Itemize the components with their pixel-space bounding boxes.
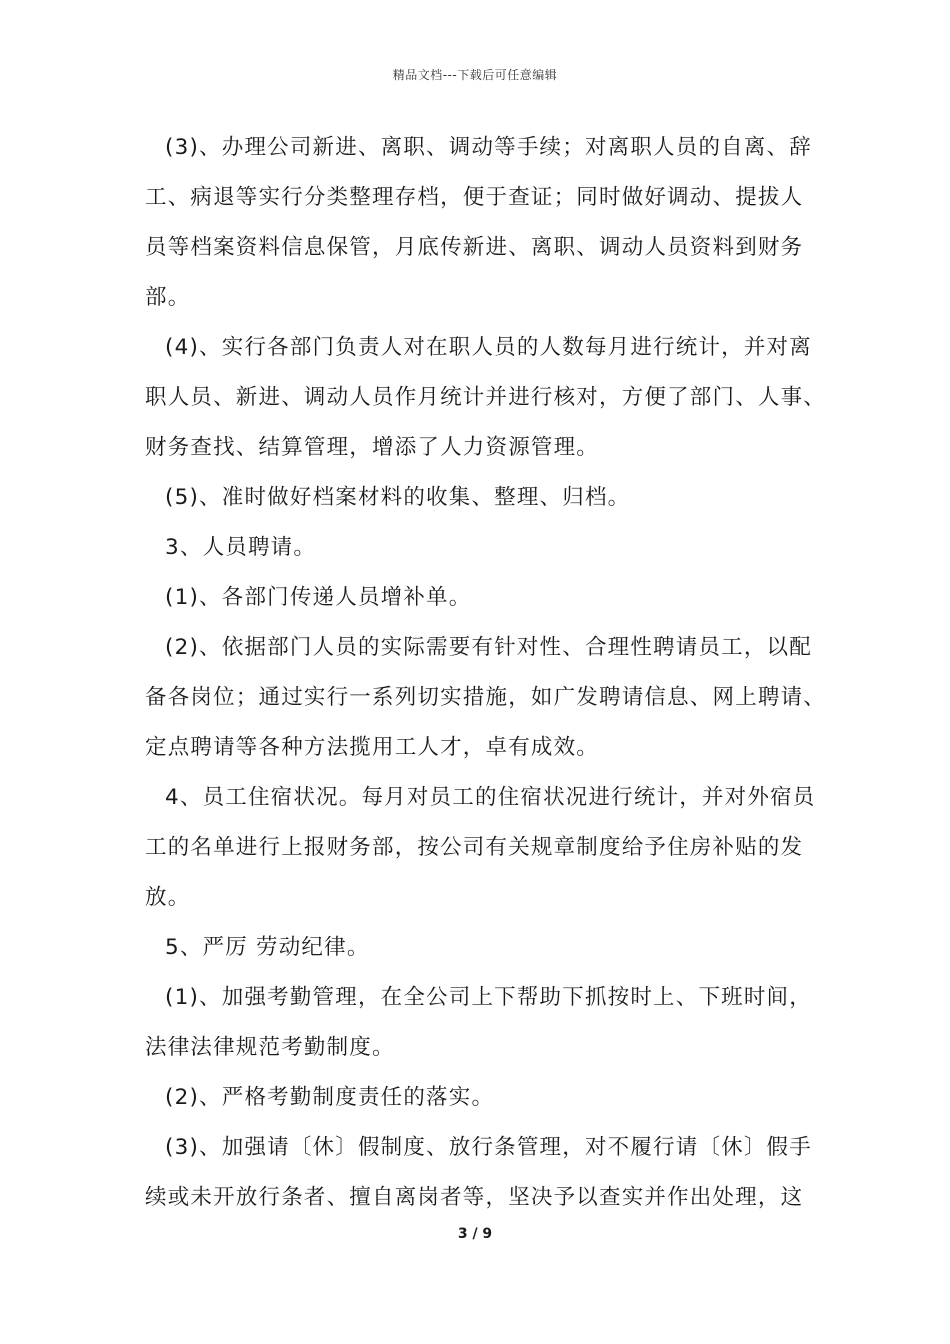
paragraph-line: 工、病退等实行分类整理存档，便于查证；同时做好调动、提拔人 [145,185,804,210]
paragraph-line: (3)、办理公司新进、离职、调动等手续；对离职人员的自离、辞 [165,135,812,160]
paragraph-line: 续或未开放行条者、擅自离岗者等，坚决予以查实并作出处理，这 [145,1185,804,1210]
page-header: 精品文档---下载后可任意编辑 [392,68,558,82]
paragraph-line: 定点聘请等各种方法揽用工人才，卓有成效。 [145,735,600,760]
paragraph-line: (2)、依据部门人员的实际需要有针对性、合理性聘请员工，以配 [165,635,812,660]
body-text [145,128,827,1228]
paragraph-line: (3)、加强请〔休〕假制度、放行条管理，对不履行请〔休〕假手 [165,1135,812,1160]
paragraph-line: 部。 [145,285,191,310]
paragraph-line: 职人员、新进、调动人员作月统计并进行核对，方便了部门、人事、 [145,385,827,410]
page-number: 3 / 9 [457,1226,493,1242]
section-heading: 4、员工住宿状况。每月对员工的住宿状况进行统计，并对外宿员 [165,785,816,810]
paragraph-line: (1)、加强考勤管理，在全公司上下帮助下抓按时上、下班时间， [165,985,812,1010]
paragraph-line: (5)、准时做好档案材料的收集、整理、归档。 [165,485,631,510]
paragraph-line: 员等档案资料信息保管，月底传新进、离职、调动人员资料到财务 [145,235,804,260]
paragraph-line: 工的名单进行上报财务部，按公司有关规章制度给予住房补贴的发 [145,835,804,860]
paragraph-line: (2)、严格考勤制度责任的落实。 [165,1085,495,1110]
section-heading: 5、严厉 劳动纪律。 [165,935,370,960]
paragraph-line: 法律法律规范考勤制度。 [145,1035,395,1060]
section-heading: 3、人员聘请。 [165,535,317,560]
paragraph-line: (1)、各部门传递人员增补单。 [165,585,472,610]
paragraph-line: 放。 [145,885,191,910]
paragraph-line: 财务查找、结算管理，增添了人力资源管理。 [145,435,600,460]
paragraph-line: 备各岗位；通过实行一系列切实措施，如广发聘请信息、网上聘请、 [145,685,827,710]
paragraph-line: (4)、实行各部门负责人对在职人员的人数每月进行统计，并对离 [165,335,812,360]
